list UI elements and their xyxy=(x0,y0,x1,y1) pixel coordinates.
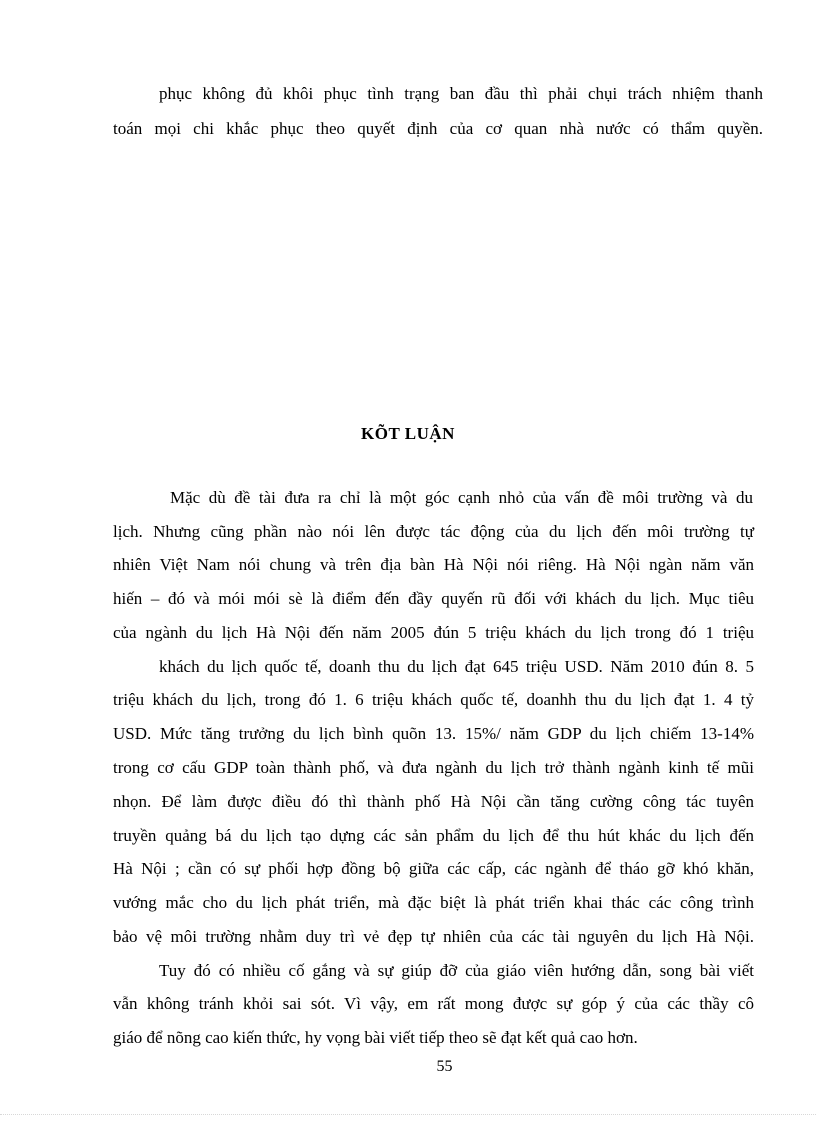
page-bottom-divider xyxy=(0,1114,816,1115)
top-paragraph-line-1: phục không đủ khôi phục tình trạng ban đầu thì phải chụi trách nhiệm thanh xyxy=(159,84,763,103)
conclusion-p1-line-7: triệu khách du lịch, trong đó 1. 6 triệu khách quốc tế, doanhh thu du lịch đạt 1. 4 tỷ xyxy=(113,690,754,709)
conclusion-p1-line-8: USD. Mức tăng trưởng du lịch bình quõn 13. 15%/ năm GDP du lịch chiếm 13-14% xyxy=(113,724,754,743)
page-number: 55 xyxy=(436,1058,453,1075)
conclusion-p1-line-10: nhọn. Để làm được điều đó thì thành phố Hà Nội cần tăng cường công tác tuyên xyxy=(113,792,754,811)
conclusion-p1-line-1: Mặc dù đề tài đưa ra chỉ là một góc cạnh nhỏ của vấn đề môi trường và du xyxy=(170,488,753,507)
conclusion-p1-line-9: trong cơ cấu GDP toàn thành phố, và đưa ngành du lịch trở thành ngành kinh tế mũi xyxy=(113,758,754,777)
conclusion-p2-line-3: giáo để nõng cao kiến thức, hy vọng bài viết tiếp theo sẽ đạt kết quả cao hơn. xyxy=(113,1028,638,1047)
conclusion-p2-line-1: Tuy đó có nhiều cố gắng và sự giúp đỡ của giáo viên hướng dẫn, song bài viết xyxy=(159,961,754,980)
conclusion-p1-line-4: hiến – đó và mói mói sè là điểm đến đầy quyến rũ đối với khách du lịch. Mục tiêu xyxy=(113,589,754,608)
top-paragraph-line-2: toán mọi chi khắc phục theo quyết định của cơ quan nhà nước có thẩm quyền. xyxy=(113,119,763,138)
conclusion-p1-line-14: bảo vệ môi trường nhằm duy trì vẻ đẹp tự nhiên của các tài nguyên du lịch Hà Nội. xyxy=(113,927,754,946)
conclusion-p1-line-11: truyền quảng bá du lịch tạo dựng các sản phẩm du lịch để thu hút khác du lịch đến xyxy=(113,826,754,845)
conclusion-p1-line-12: Hà Nội ; cần có sự phối hợp đồng bộ giữa các cấp, các ngành để tháo gỡ khó khăn, xyxy=(113,859,754,878)
conclusion-p1-line-3: nhiên Việt Nam nói chung và trên địa bàn Hà Nội nói riêng. Hà Nội ngàn năm văn xyxy=(113,555,754,574)
conclusion-p1-line-6: khách du lịch quốc tế, doanh thu du lịch đạt 645 triệu USD. Năm 2010 đún 8. 5 xyxy=(159,657,754,676)
conclusion-p1-line-5: của ngành du lịch Hà Nội đến năm 2005 đún 5 triệu khách du lịch trong đó 1 triệu xyxy=(113,623,754,642)
conclusion-p1-line-13: vướng mắc cho du lịch phát triển, mà đặc biệt là phát triển khai thác các công trình xyxy=(113,893,754,912)
section-title: KÕT LUẬN xyxy=(361,424,455,443)
conclusion-p1-line-2: lịch. Nhưng cũng phần nào nói lên được tác động của du lịch đến môi trường tự xyxy=(113,522,754,541)
conclusion-p2-line-2: vẫn không tránh khỏi sai sót. Vì vậy, em rất mong được sự góp ý của các thầy cô xyxy=(113,994,754,1013)
